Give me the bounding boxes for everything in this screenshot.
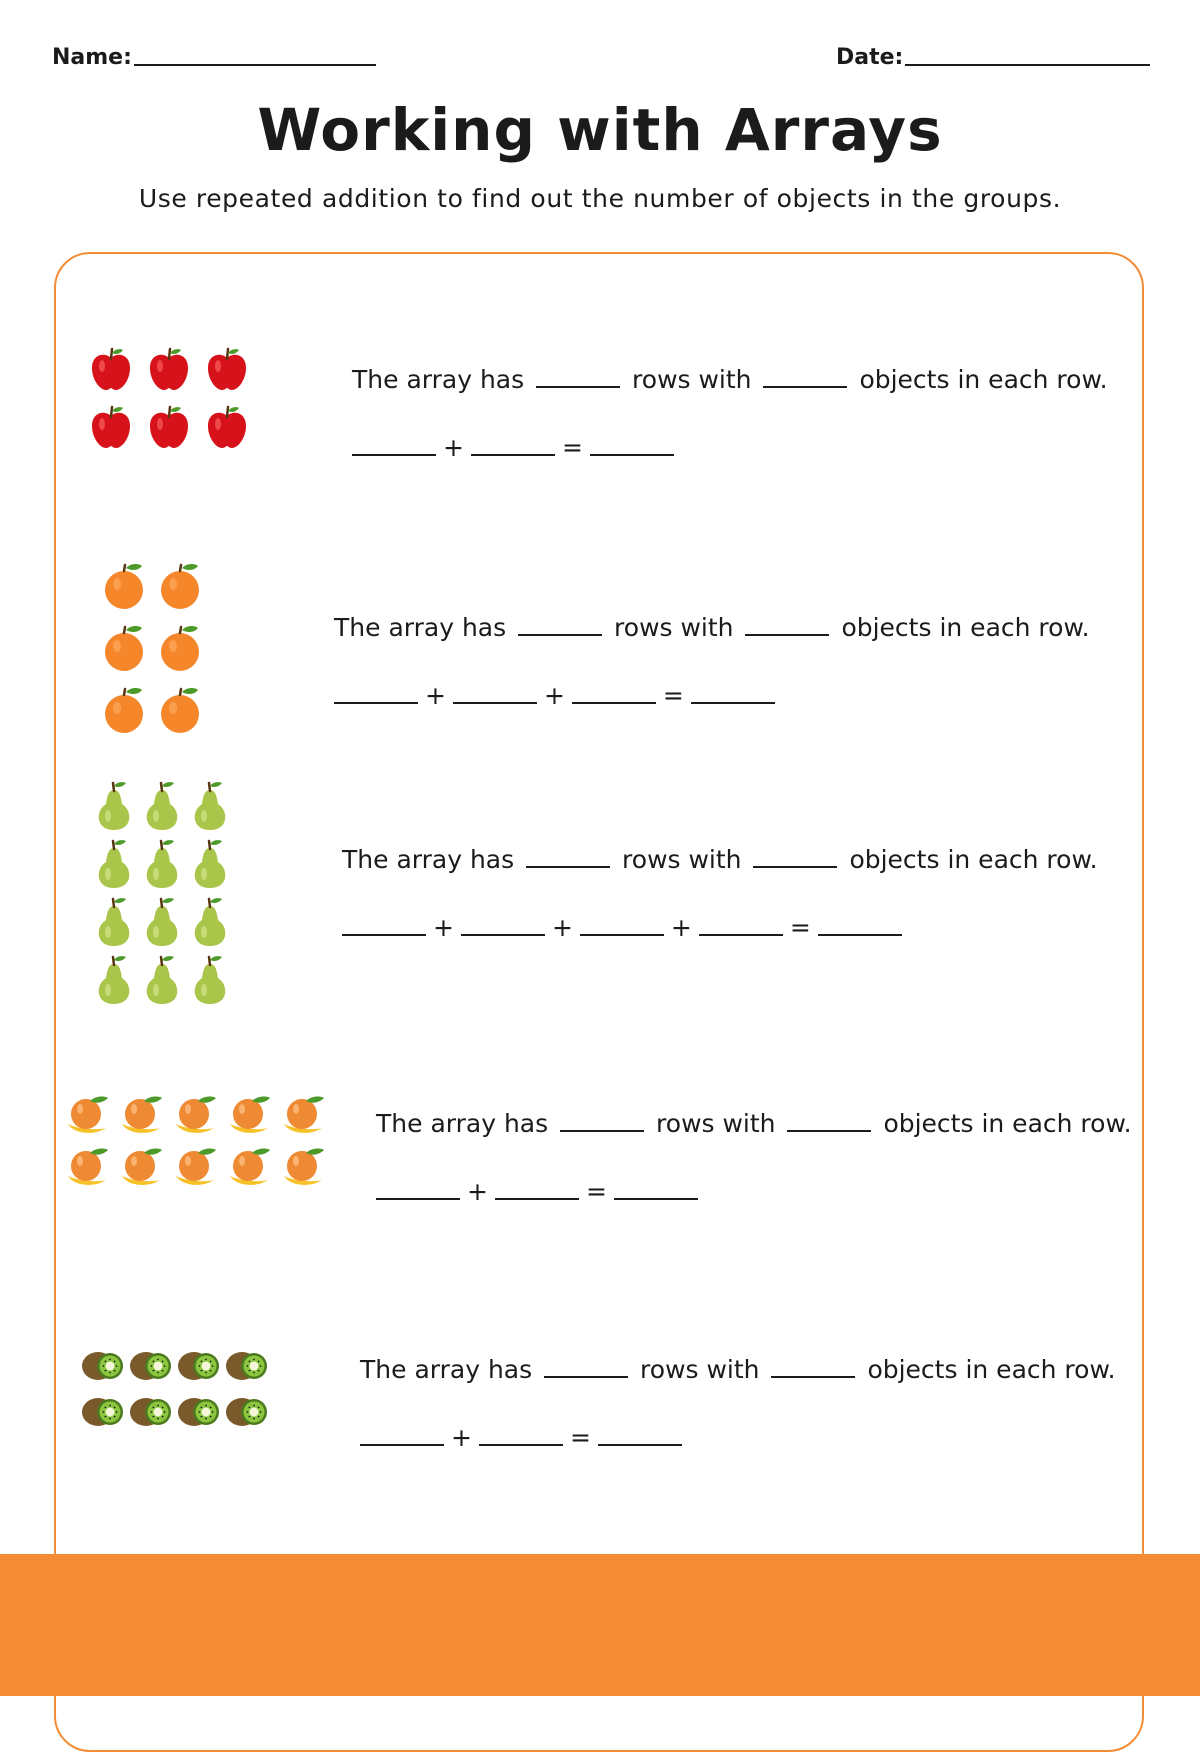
page-subtitle: Use repeated addition to find out the number of objects in the groups. (138, 184, 1062, 213)
sentence-part-b: rows with (640, 1355, 760, 1384)
pear-icon (142, 896, 190, 954)
addition-equation (338, 912, 906, 942)
addition-equation (348, 432, 678, 462)
equation-blank[interactable] (352, 432, 436, 456)
mango-icon (226, 1094, 280, 1146)
equation-blank[interactable] (818, 912, 902, 936)
equation-blank[interactable] (479, 1422, 563, 1446)
date-label: Date: (836, 45, 904, 70)
equation-blank[interactable] (598, 1422, 682, 1446)
addition-equation (330, 680, 779, 710)
objects-blank[interactable] (771, 1354, 855, 1378)
sentence-part-b: rows with (614, 613, 734, 642)
orange-icon (102, 560, 158, 622)
pear-icon (190, 780, 238, 838)
array-sentence (376, 1108, 1132, 1138)
mango-icon (280, 1094, 334, 1146)
pear-icon (190, 838, 238, 896)
equation-blank[interactable] (572, 680, 656, 704)
pear-icon (190, 896, 238, 954)
objects-blank[interactable] (753, 844, 837, 868)
objects-blank[interactable] (763, 364, 847, 388)
pear-icon (94, 954, 142, 1012)
sentence-part-c: objects in each row. (841, 613, 1090, 642)
orange-icon (102, 622, 158, 684)
equals-sign: = (585, 1177, 607, 1206)
apple-icon (202, 402, 260, 460)
kiwi-icon (176, 1392, 224, 1438)
pear-icon (142, 838, 190, 896)
plus-sign: + (433, 913, 454, 942)
sentence-part-a: The array has (376, 1109, 549, 1138)
sentence-part-b: rows with (632, 365, 752, 394)
sentence-part-a: The array has (334, 613, 507, 642)
rows-blank[interactable] (544, 1354, 628, 1378)
rows-blank[interactable] (526, 844, 610, 868)
name-label: Name: (52, 45, 132, 70)
date-field[interactable] (836, 40, 1150, 70)
array-sentence (360, 1354, 1116, 1384)
kiwi-icon (176, 1346, 224, 1392)
addition-equation (372, 1176, 702, 1206)
pear-icon (94, 780, 142, 838)
addition-equation (356, 1422, 686, 1452)
equation-blank[interactable] (590, 432, 674, 456)
orange-icon (102, 684, 158, 746)
kiwi-icon (80, 1392, 128, 1438)
equals-sign: = (569, 1423, 591, 1452)
mango-icon (118, 1094, 172, 1146)
equation-blank[interactable] (699, 912, 783, 936)
kiwi-icon (224, 1346, 272, 1392)
date-line[interactable] (905, 64, 1150, 66)
pear-icon (142, 780, 190, 838)
equation-blank[interactable] (580, 912, 664, 936)
mango-icon (172, 1094, 226, 1146)
sentence-part-a: The array has (342, 845, 515, 874)
kiwi-icon (128, 1346, 176, 1392)
apple-icon (86, 402, 144, 460)
mango-icon (118, 1146, 172, 1198)
apple-array (86, 344, 260, 460)
equation-blank[interactable] (614, 1176, 698, 1200)
equation-blank[interactable] (495, 1176, 579, 1200)
kiwi-array (80, 1346, 272, 1438)
equation-blank[interactable] (471, 432, 555, 456)
rows-blank[interactable] (518, 612, 602, 636)
equation-blank[interactable] (461, 912, 545, 936)
objects-blank[interactable] (745, 612, 829, 636)
pear-array (94, 780, 238, 1012)
equals-sign: = (662, 681, 684, 710)
apple-icon (86, 344, 144, 402)
array-sentence (342, 844, 1098, 874)
rows-blank[interactable] (536, 364, 620, 388)
sentence-part-b: rows with (656, 1109, 776, 1138)
equation-blank[interactable] (342, 912, 426, 936)
mango-icon (226, 1146, 280, 1198)
name-line[interactable] (134, 64, 376, 66)
page-title: Working with Arrays (257, 96, 943, 164)
sentence-part-b: rows with (622, 845, 742, 874)
plus-sign: + (443, 433, 464, 462)
pear-icon (94, 838, 142, 896)
apple-icon (144, 402, 202, 460)
apple-icon (144, 344, 202, 402)
array-sentence (334, 612, 1090, 642)
mango-icon (172, 1146, 226, 1198)
sentence-part-a: The array has (360, 1355, 533, 1384)
pear-icon (94, 896, 142, 954)
rows-blank[interactable] (560, 1108, 644, 1132)
equation-blank[interactable] (360, 1422, 444, 1446)
pear-icon (142, 954, 190, 1012)
orange-icon (158, 684, 214, 746)
footer-band (0, 1554, 1200, 1696)
kiwi-icon (80, 1346, 128, 1392)
kiwi-icon (224, 1392, 272, 1438)
mango-icon (64, 1146, 118, 1198)
sentence-part-c: objects in each row. (867, 1355, 1116, 1384)
plus-sign: + (670, 913, 692, 942)
sentence-part-c: objects in each row. (849, 845, 1098, 874)
plus-sign: + (467, 1177, 488, 1206)
orange-array (102, 560, 214, 746)
pear-icon (190, 954, 238, 1012)
plus-sign: + (543, 681, 565, 710)
plus-sign: + (551, 913, 573, 942)
plus-sign: + (451, 1423, 472, 1452)
kiwi-icon (128, 1392, 176, 1438)
sentence-part-c: objects in each row. (883, 1109, 1132, 1138)
plus-sign: + (425, 681, 446, 710)
equation-blank[interactable] (453, 680, 537, 704)
equation-blank[interactable] (691, 680, 775, 704)
equals-sign: = (789, 913, 811, 942)
mango-array (64, 1094, 334, 1198)
equation-blank[interactable] (334, 680, 418, 704)
mango-icon (64, 1094, 118, 1146)
equation-blank[interactable] (376, 1176, 460, 1200)
mango-icon (280, 1146, 334, 1198)
apple-icon (202, 344, 260, 402)
equals-sign: = (561, 433, 583, 462)
name-field[interactable] (52, 40, 376, 70)
objects-blank[interactable] (787, 1108, 871, 1132)
array-sentence (352, 364, 1108, 394)
orange-icon (158, 622, 214, 684)
sentence-part-c: objects in each row. (859, 365, 1108, 394)
sentence-part-a: The array has (352, 365, 525, 394)
orange-icon (158, 560, 214, 622)
